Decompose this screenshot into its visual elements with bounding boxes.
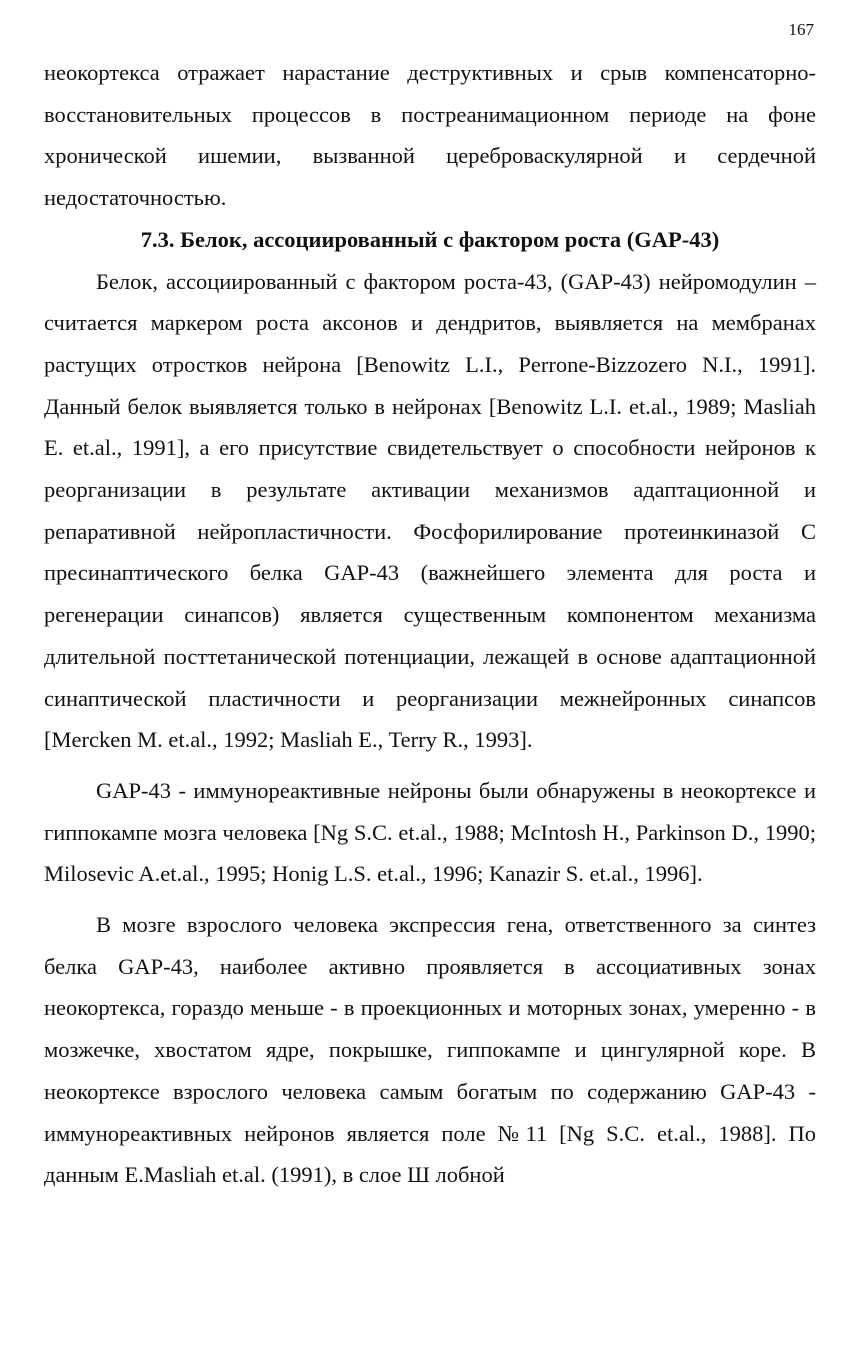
body-paragraph-3: В мозге взрослого человека экспрессия гена, ответственного за синтез белка GAP-43, наиболее активно проявляется в ассоциативных зонах неокортекса, гораздо меньше - в проекционных и моторных зонах, умеренно - в мозжечке, хвостатом ядре, покрышке, гиппокампе и цингулярной коре. В неокортексе взрослого человека самым богатым по содержанию GAP-43 - иммунореактивных нейронов является поле №11 [Ng S.C. et.al., 1988]. По данным E.Masliah et.al. (1991), в слое Ш лобной — [44, 912, 816, 1188]
body-paragraph-2: GAP-43 - иммунореактивные нейроны были обнаружены в неокортексе и гиппокампе мозга человека [Ng S.C. et.al., 1988; McIntosh H., Parkinson D., 1990; Milosevic A.et.al., 1995; Honig L.S. et.al., 1996; Kanazir S. et.al., 1996]. — [44, 777, 816, 887]
section-heading: 7.3. Белок, ассоциированный с фактором роста (GAP-43) — [140, 226, 720, 252]
body-paragraph-1: Белок, ассоциированный с фактором роста-43, (GAP-43) нейромодулин – считается маркером роста аксонов и дендритов, выявляется на мембранах растущих отростков нейрона [Benowitz L.I., Perrone-Bizzozero N.I., 1991]. Данный белок выявляется только в нейронах [Benowitz L.I. et.al., 1989; Masliah E. et.al., 1991], а его присутствие свидетельствует о способности нейронов к реорганизации в результате активации механизмов адаптационной и репаративной нейропластичности. Фосфорилирование протеинкиназой С пресинаптического белка GAP-43 (важнейшего элемента для роста и регенерации синапсов) является существенным компонентом механизма длительной посттетанической потенциации, лежащей в основе адаптационной синаптической пластичности и реорганизации межнейронных синапсов [Mercken M. et.al., 1992; Masliah E., Terry R., 1993]. — [44, 268, 816, 753]
page-number: 167 — [788, 20, 814, 39]
paragraph-spacer — [44, 895, 816, 904]
continuation-paragraph: неокортекса отражает нарастание деструктивных и срыв компенсаторно-восстановительных процессов в постреанимационном периоде на фоне хронической ишемии, вызванной цереброваскулярной и сердечной недостаточностью. — [44, 60, 816, 211]
page-content — [44, 52, 816, 1196]
paragraph-spacer — [44, 761, 816, 770]
